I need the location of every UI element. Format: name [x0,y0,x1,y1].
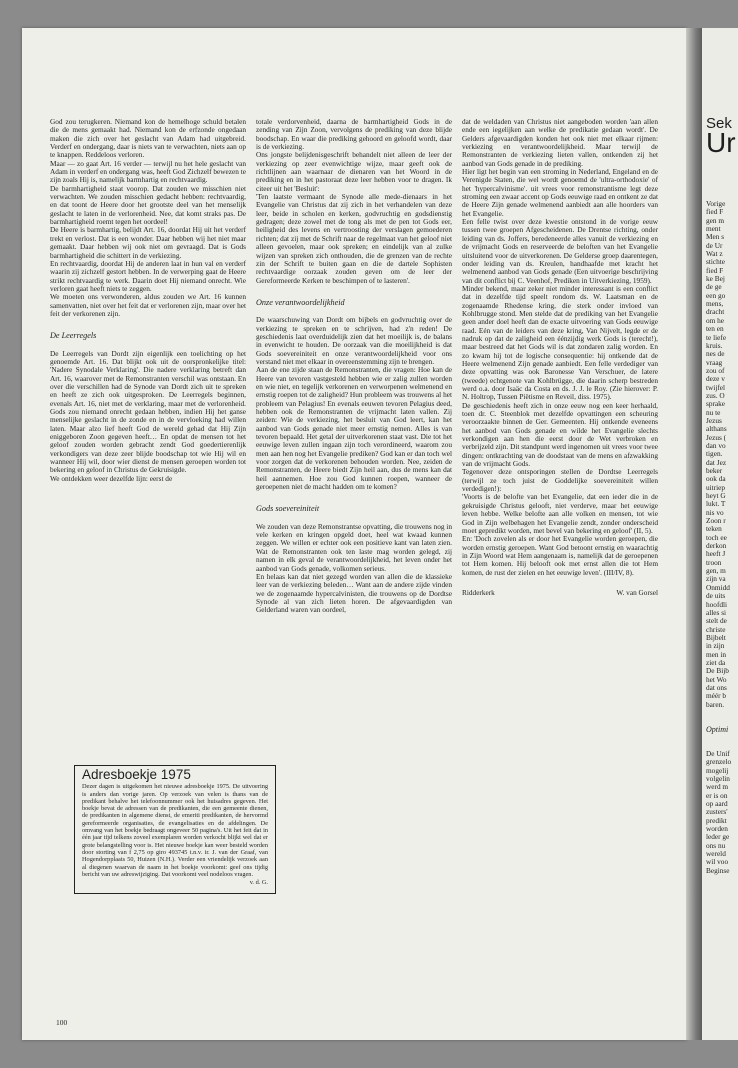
signature-place: Ridderkerk [462,587,495,597]
article-paragraph: De waarschuwing van Dordt om bijbels en godvruchtig over de verkiezing te spreken en te schrijven, had z'n reden! De geschiedenis laat overduidelijk zien dat het moeilijk is, de balans in evenwicht te houden. De oorzaak van die moeilijkheid is dat Gods soevereiniteit en onze verantwoordelijkheid voor ons verstand niet met elkaar in overeenstemming zijn te brengen. [256,315,452,366]
adjacent-text-line: zus. O [706,390,725,400]
adjacent-text-line: Bijbelt [706,632,726,642]
adjacent-text-line: ons nu [706,840,726,850]
page-number: 100 [56,1018,68,1027]
adjacent-text-line: wereld [706,849,726,859]
adjacent-text-line: Men s [706,232,725,242]
article-paragraph: De Leerregels van Dordt zijn eigenlijk een toelichting op het genoemde Art. 16. Dat blijkt ook uit de oorspronkelijke titel: 'Nadere Synodale Verklaring'. Die nadere verklaring betreft dan Art. 16, waarover met de Remonstranten verschil was ontstaan. En over die verschillen had de Synode van Dordt zich uit te spreken en heeft ze zich ook uitgesproken. De Leerregels beginnen, evenals Art. 16, niet met de verklaring, maar met de verlorenheid. Gods zou niemand onrecht gedaan hebben, indien Hij het ganse menselijke geslacht in de zonde en in de vervloeking had willen laten. Maar alzo lief heeft God de wereld gehad dat Hij Zijn eniggeboren Zoon gegeven heeft… En opdat de mensen tot het geloof zouden worden gebracht zendt God goedertierenlijk verkondigers van deze zeer blijde boodschap tot wie Hij wil en wanneer Hij wil, door wier dienst de mensen geroepen worden tot bekering en geloof in Christus de Gekruisigde. [50,348,246,475]
adjacent-text-line: fied F [706,207,724,217]
adjacent-text-line: de uits [706,591,726,601]
adjacent-text-line: Beginse [706,865,730,875]
adjacent-text-line: ment [706,224,721,234]
adjacent-text-line: een go [706,290,726,300]
adjacent-text-line: sprake [706,399,726,409]
notice-body: Dezer dagen is uitgekomen het nieuwe adresboekje 1975. De uitvoering is anders dan vorige jaren. Op verzoek van velen is thans van de predikant behalve het telefoonnummer ook het huisadres gegeven. Het boekje bevat de adressen van de predikanten, die een gemeente dienen, de predikanten in algemene dienst, de emeriti predikanten, de hervormd gereformeerde organisaties, de evangelisaties en de afdelingen. De omvang van het boekje bedraagt ongeveer 50 pagina's. Uit het feit dat in één jaar tijd telkens zoveel exemplaren worden verkocht blijkt wel dat er grote belangstelling voor is. Het nieuwe boekje kan weer besteld worden door storting van f 2,75 op giro 493745 t.n.v. ir. J. van der Graaf, van Hogendorpplaats 50, Huizen (N.H.). Verder een vriendelijk verzoek aan al diegenen waarvan de naam in het boekje voorkomt: geef ons tijdig bericht van uw adreswijziging. Dat voorkomt veel nodeloos vragen. [82,783,268,878]
adjacent-text-line: ten en [706,324,724,334]
adjacent-text-line: zou of [706,365,725,375]
article-paragraph: Maar — zo gaat Art. 16 verder — terwijl nu het hele geslacht van Adam in verderf en ondergang was, heeft God Zichzelf bewezen te zijn zoals Hij is, namelijk barmhartig en rechtvaardig. [50,158,246,185]
article-paragraph: totale verdorvenheid, daarna de barmhartigheid Gods in de zending van Zijn Zoon, vervolgens de prediking van deze blijde boodschap. En waar die prediking gehoord en geloofd wordt, daar is de verkiezing. [256,117,452,152]
adjacent-text-line: volgelin [706,774,730,784]
adjacent-text-line: er is on [706,790,728,800]
adjacent-text-line: De Unif [706,749,730,758]
adjacent-text-line: dat ons [706,682,727,692]
adjacent-text-line: gen m [706,215,725,225]
adjacent-text-line: tigen. [706,449,723,459]
adjacent-text-line: dat Jez [706,457,727,467]
adjacent-text-line: stelt de [706,616,727,626]
adjacent-text-line: om he [706,315,725,325]
adjacent-text-line: ziet da [706,657,726,667]
adjacent-heading-large: Ur [706,127,736,159]
article-paragraph: De barmhartigheid staat voorop. Dat zouden we misschien niet verwachten. We zouden misschien gedacht hebben: rechtvaardig, en dat toont de Heere door het grootste deel van het menselijk geslacht te laten in de verlorenheid. Nee, dat komt straks pas. De barmhartigheid roemt tegen het oordeel! [50,183,246,227]
column-3 [462,118,658,597]
article-paragraph: God zou terugkeren. Niemand kon de hemelhoge schuld betalen die de mens gemaakt had. Niemand kon de erfzonde ongedaan maken die zich over het geslacht van Adam had uitgebreid. Verderf en ondergang, daar is niets van te verwachten, niets aan op te knappen. Reddeloos verloren. [50,117,246,160]
article-paragraph: Hier ligt het begin van een stroming in Nederland, Engeland en de Verenigde Staten, die wel wordt genoemd de 'ultra-orthodoxie' of het 'hypercalvinisme'. uit vrees voor remonstrantisme legt deze stroming een zwaar accent op Gods eeuwige raad en ontkent ze dat de Heere Zijn genade welmenend aanbiedt aan alle hoorders van het Evangelie. [462,167,658,218]
adjacent-subheading-wrap [706,726,738,734]
adjacent-heading-small: Sek [706,115,732,132]
adjacent-column-b [706,750,738,875]
adjacent-text-line: wil voo [706,857,729,867]
adjacent-text-line: alles si [706,607,727,617]
adjacent-text-line: nis vo [706,507,724,517]
article-paragraph: En: 'Doch zovelen als er door het Evangelie worden geroepen, die worden ernstig geroepen. Want God betoont ernstig en waarachtig in Zijn Woord wat Hem aangenaam is, namelijk dat de geroepenen tot Hem komen. Hij belooft ook met ernst allen die tot Hem komen, de rust der zielen en het eeuwige leven'. (III/IV, 8). [462,534,658,577]
adjacent-text-line: kruis. [706,340,723,350]
adjacent-text-line: dan vo [706,440,726,450]
article-paragraph: Aan de ene zijde staan de Remonstranten, die vragen: Hoe kan de Heere van tevoren vastgesteld hebben wie er zalig zullen worden en wie niet, en tegelijk verkorenen en verworpenen welmenend en ernstig roepen tot de zaligheid? Hun probleem was trouwens al het probleem van Pelagius! En evenals eeuwen tevoren Pelagius deed, hebben ook de Remonstranten de vrijmacht laten vallen. Zij zeiden: Wie de verkiezing, het besluit van God leert, kan het aanbod van Gods genade niet meer ernstig nemen. Alles is van tevoren bepaald. Het getal der uitverkorenen staat vast. Die tot het eeuwige leven zullen ingaan zijn toch verordineerd, waarom zou men aan hen nog het Evangelie prediken? God kan er dan toch wel voor zorgen dat de verkorenen behouden worden. Nee, zeiden de Remonstranten, de Heere biedt Zijn heil aan, dus de mens kan dat heil aannemen. Hoe zou God kunnen roepen, wanneer de geroepenen niet de macht hadden om te komen? [256,365,452,492]
adjacent-text-line: heyt G [706,491,726,501]
adjacent-heading [706,115,738,159]
section-heading-soevereiniteit: Gods soevereiniteit [256,504,320,514]
article-paragraph: We zouden van deze Remonstrantse opvatting, die trouwens nog in vele kerken en kringen opgeld doet, heel wat kwaad kunnen zeggen. We willen er echter ook een positieve kant van laten zien. Wat de Remonstranten ook ten laste mag worden gelegd, zij namen in elk geval de verantwoordelijkheid, het leven onder het aanbod van Gods genade, volkomen serieus. [256,521,452,573]
article-paragraph: Een felle twist over deze kwestie ontstond in de vorige eeuw tussen twee groepen Afgescheidenen. De Drentse richting, onder leiding van ds. Joffers, beredeneerde alles vanuit de verkiezing en de vrijmacht Gods en reserveerde de beloften van het Evangelie uitsluitend voor de uitverkorenen. De Gelderse groep daarentegen, onder leiding van ds. Kreulen, handhaafde met kracht het welmenend aanbod van Gods genade (Een uitvoerige beschrijving van dit conflict bij C. Veenhof, Prediken in Uitverkiezing, 1959). [462,217,658,285]
article-paragraph: 'Ten laatste vermaant de Synode alle mede-dienaars in het Evangelie van Christus dat zij zich in het verhandelen van deze leer, beide in scholen en kerken, godvruchtig en godsdienstig gedragen; deze zowel met de tong als met de pen tot Gods eer, heiligheid des levens en vertroosting der verslagen gemoederen richten; dat zij met de Schrift naar de regelmaat van het geloof niet alleen gevoelen, maar ook spreken; en eindelijk van al zulke wijzen van spreken zich onthouden, die de grenzen van de rechte zin der Schrift te buiten gaan en die de dartele Sophisten rechtvaardige oorzaak zouden geven om de leer der Gereformeerde Kerken te beschimpen of te lasteren'. [256,192,452,285]
adjacent-text-line: fied F [706,265,724,275]
adjacent-text-line: Wat z [706,249,723,259]
article-paragraph: De Heere is barmhartig, belijdt Art. 16, doordat Hij uit het verderf trekt en verlost. Dat is een wonder. Daar hebben wij het niet maar gemaakt. Daar hebben wij ook niet om gevraagd. Dat is Gods barmhartigheid die schittert in de verkiezing. [50,225,246,260]
adjacent-text-line: gen, m [706,566,726,576]
adjacent-text-line: de ge [706,282,722,292]
adjacent-text-line: het Wo [706,674,727,684]
page-gutter [686,28,702,1040]
adjacent-text-line: zijn va [706,574,726,584]
adjacent-text-line: teken [706,524,722,534]
adjacent-text-line: predikt [706,815,727,825]
adjacent-text-line: Jezus [706,415,722,425]
adjacent-text-line: mogelij [706,765,729,775]
adjacent-text-line: lukt. T [706,499,726,509]
section-heading-leerregels: De Leerregels [50,331,97,341]
adjacent-text-line: nes de [706,349,725,359]
adjacent-text-line: derkon [706,541,727,551]
article-paragraph: Tegenover deze ontsporingen stellen de Dordtse Leerregels (terwijl ze toch juist de Goddelijke soevereiniteit willen verdedigen!): [462,467,658,494]
adjacent-text-line: vraag [706,357,723,367]
adjacent-text-line: De Bijb [706,666,729,676]
adjacent-text-line: althans [706,424,727,434]
adjacent-text-line: Vorige [706,199,726,208]
notice-title: Adresboekje 1975 [82,767,191,782]
article-paragraph: dat de weldaden van Christus niet aangeboden worden 'aan allen ende een iegelijken aan welke de predikatie gedaan wordt'. De Gelders afgevaardigden konden het ook niet met elkaar rijmen: verkiezing en verantwoordelijkheid. Maar terwijl de Remonstranten de verkiezing lieten vallen, ontkenden zij het aanbod van Gods genade in de prediking. [462,117,658,168]
adjacent-text-line: Onmidd [706,582,730,592]
adjacent-text-line: leder ge [706,832,730,842]
adjacent-text-line: werd m [706,782,729,792]
adjacent-text-line: stichte [706,257,726,267]
adjacent-text-line: men in [706,649,727,659]
adjacent-subheading: Optimi [706,725,729,734]
adjacent-text-line: mens, [706,299,724,309]
adjacent-text-line: te liefe [706,332,727,342]
adjacent-text-line: uitriep [706,482,726,492]
magazine-page [22,28,686,1040]
article-paragraph: We moeten ons verwonderen, aldus zouden we Art. 16 kunnen samenvatten, niet over het feit dat er verlorenen zijn, maar over het feit der verkorenen zijn. [50,292,246,318]
adjacent-text-line: de Ur [706,240,723,250]
adjacent-text-line: deze v [706,374,725,384]
notice-signature: v. d. G. [249,879,268,887]
adjacent-text-line: grenzelo [706,757,732,767]
adjacent-text-line: twijfel [706,382,726,392]
adjacent-text-line: beker [706,466,723,475]
adjacent-text-line: toch ee [706,532,727,542]
adjacent-text-line: Jezus ( [706,432,727,442]
article-paragraph: We ontdekken weer dezelfde lijn: eerst de [50,473,173,483]
adjacent-text-line: dracht [706,307,725,317]
adjacent-text-line: op aard [706,799,728,809]
adjacent-text-line: méér b [706,691,727,701]
adjacent-column-a [706,200,738,709]
adjacent-text-line: troon [706,557,722,567]
adjacent-text-line: heeft J [706,549,726,559]
adjacent-text-line: ook da [706,474,726,484]
adjacent-text-line: baren. [706,699,725,709]
article-paragraph: 'Voorts is de belofte van het Evangelie, dat een ieder die in de gekruisigde Christus gelooft, niet verderve, maar het eeuwige leven hebbe. Welke belofte aan alle volken en mensen, tot wie God in Zijn welbehagen het Evangelie zendt, zonder onderscheid moet gepredikt worden, met bevel van bekering en geloof' (II, 5). [462,492,658,535]
column-2 [256,118,452,615]
adjacent-text-line: ke Bej [706,274,725,284]
adjacent-text-line: zusters' [706,807,728,817]
article-paragraph: De geschiedenis heeft zich in onze eeuw nog een keer herhaald, toen dr. C. Steenblok met dezelfde opvattingen een scheuring veroorzaakte binnen de Ger. Gemeenten. Hij ontkende eveneens het aanbod van Gods genade en wilde het Evangelie slechts verkondigen aan hen die eerst door de Wet verbroken en verbrijzeld zijn. Dit standpunt werd ingenomen uit vrees voor twee dingen: ontkrachting van de doodstaat van de mens en afzwakking van de vrijmacht Gods. [462,400,658,469]
adjacent-text-line: Zoon r [706,516,726,526]
article-paragraph: En helaas kan dat niet gezegd worden van allen die de klassieke leer van de verkiezing beleden… Want aan de andere zijde vinden we de zogenaamde hypercalvinisten, die trouwens op de Dordtse Synode al van zich lieten horen. De afgevaardigden van Gelderland waren van oordeel, [256,571,452,615]
column-1 [50,118,246,483]
section-heading-verantwoordelijkheid: Onze verantwoordelijkheid [256,297,345,307]
adresboekje-notice [74,765,276,894]
article-paragraph: Minder bekend, maar zeker niet minder interessant is een conflict dat in dezelfde tijd speelt rondom ds. W. Laatsman en de zogenaamde Rhedense kring, die sterk onder invloed van Kohlbrugge stond. Men stelde dat de prediking van het Evangelie geen ander doel heeft dan de exacte uitvoering van Gods eeuwige raad. Eén van de leiders van deze kring, Van Nijvelt, legde er de nadruk op dat de zaligheid een éénzijdig werk Gods is (terecht!), maar bestreed dat het Gods wil is dat zondaren zalig worden. En zo kwam hij tot de logische consequentie: hij ontkende dat de Heere welmenend Zijn genade aanbiedt. Een felle verdediger van deze opvatting was ook Baronesse Van Verschuer, de latere (tweede) echtgenote van Kohlbrügge, die daarin scherp bestreden werd o.a. door Isaäc da Costa en ds. J. J. le Roy. (Zie hierover: P. N. Holtrop, Tussen Piëtisme en Reveil, diss. 1975). [462,283,658,402]
adjacent-text-line: nu te [706,407,721,417]
adjacent-text-line: worden [706,824,728,834]
article-paragraph: En rechtvaardig, doordat Hij de anderen laat in hun val en verderf waarin zij zichzelf gestort hebben. In de verwerping gaat de Heere strikt rechtvaardig te werk. Daarin doet Hij niemand onrecht. Wie verloren gaat heeft niets te zeggen. [50,258,246,293]
adjacent-text-line: hoofdli [706,599,728,609]
adjacent-page [702,28,738,1040]
adjacent-text-line: in zijn [706,641,725,651]
signature-author: W. van Gorsel [616,587,658,597]
adjacent-text-line: christe [706,624,726,634]
article-paragraph: Ons jongste belijdenisgeschrift behandelt niet alleen de leer der verkiezing op zeer evenwichtige wijze, maar geeft ook de richtlijnen aan waarnaar de dienaren van het Woord in de prediking en in het pastoraat deze leer hebben voor te dragen. Ik citeer uit het 'Besluit': [256,150,452,193]
author-signature [462,589,658,597]
